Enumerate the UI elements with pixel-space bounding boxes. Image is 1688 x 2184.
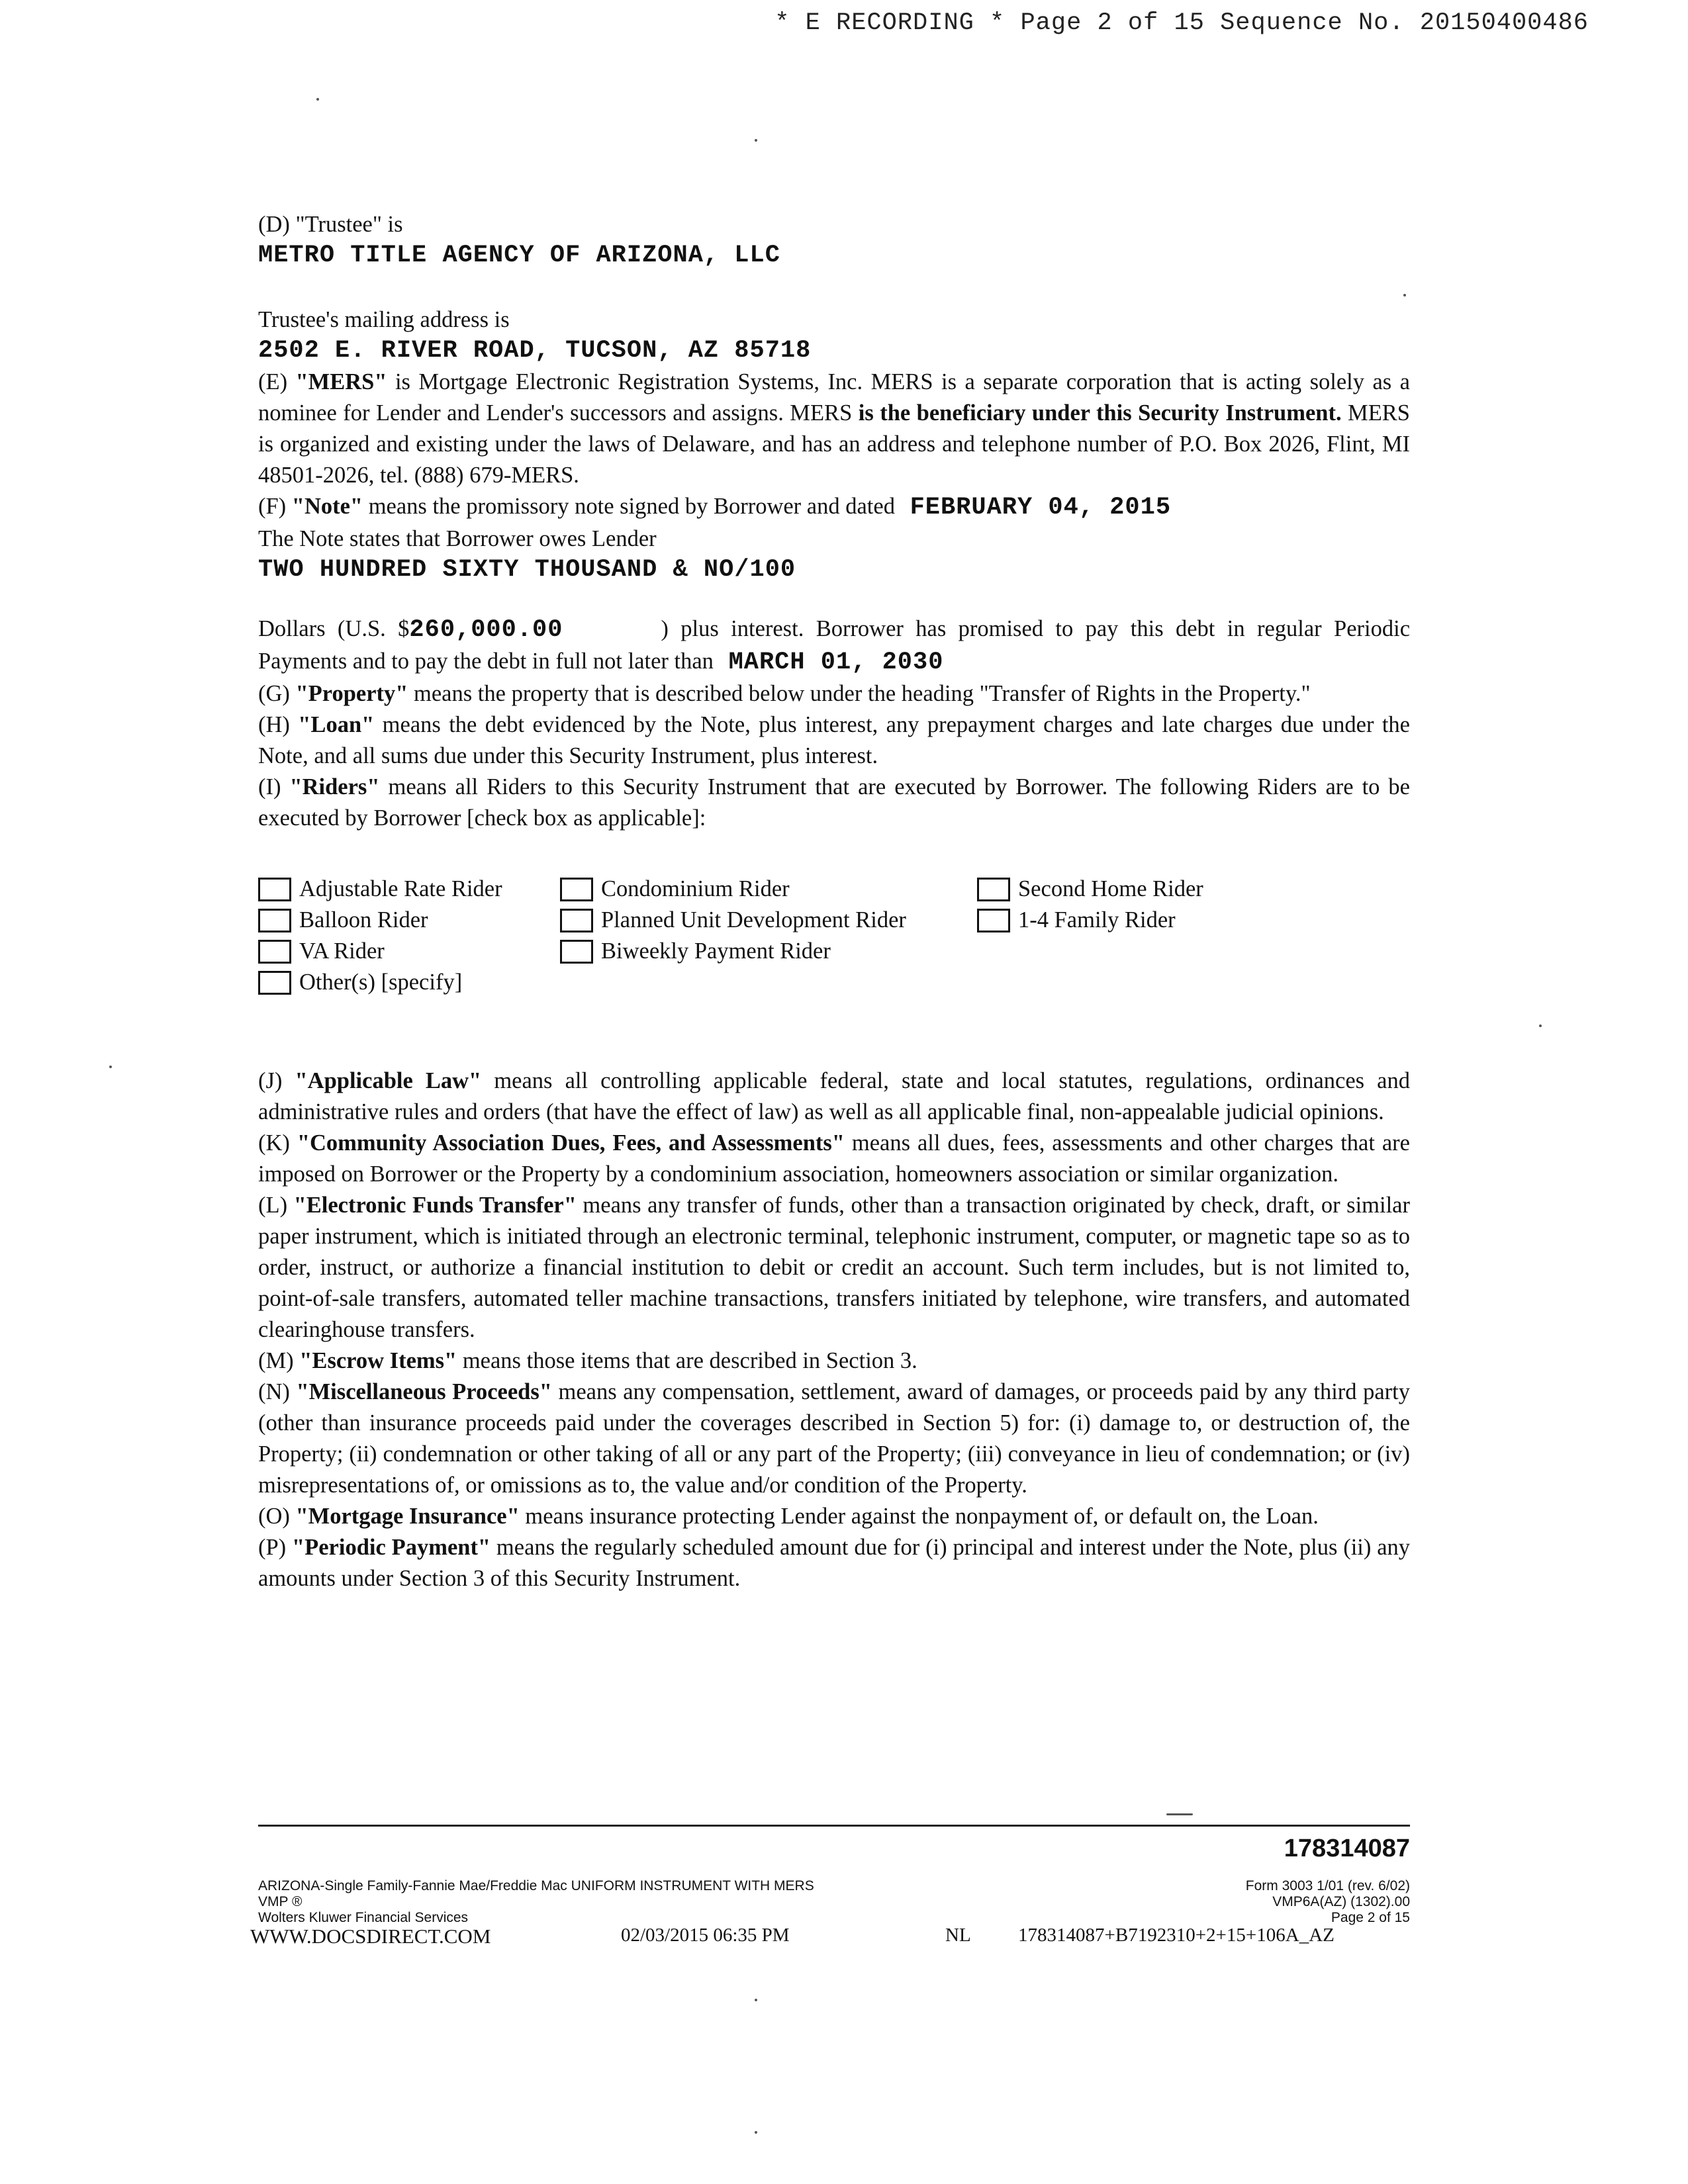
scan-speck [1166,1813,1193,1815]
definition-text: means any compensation, settlement, award of damages, or proceeds paid by any third party (other than insurance proceeds paid under the coverages described in Section 5) for: (i) damage to, or destruction of, the Property; (ii) condemnation or other taking of all or any part of the Property; (iii) conveyance in lieu of condemnation; or (iv) misrepresentations of, or omissions as to, the value and/or condition of the Property. [258,1379,1410,1498]
footer-form-code: VMP6A(AZ) (1302).00 [1272,1894,1410,1909]
rider-label: Adjustable Rate Rider [299,876,502,901]
definition-misc-proceeds [258,1377,1410,1501]
rider-item[interactable] [977,905,1176,936]
scan-speck [755,2131,757,2134]
definition-text: means all Riders to this Security Instrument that are executed by Borrower. The following Riders are to be executed by Borrower [check box as applicable]: [258,774,1410,831]
footer-page: Page 2 of 15 [1331,1910,1410,1925]
definition-letter: (I) [258,774,290,799]
rider-label: Balloon Rider [299,907,428,933]
note-amount-paragraph [258,614,1410,678]
trustee-address: 2502 E. RIVER ROAD, TUCSON, AZ 85718 [258,337,812,365]
definition-text: means all dues, fees, assessments and other charges that are imposed on Borrower or the Property by a condominium association, homeowners association or similar organization. [258,1130,1410,1187]
rider-checkbox[interactable] [258,971,291,995]
rider-checkbox[interactable] [258,909,291,933]
definition-letter: (K) [258,1130,297,1156]
scan-speck [109,1066,112,1068]
note-amount: 260,000.00 [409,616,563,644]
scan-speck [755,1999,757,2001]
definition-letter: (E) [258,369,296,394]
definition-letter: (F) [258,494,292,519]
definition-text: means the regularly scheduled amount due for (i) principal and interest under the Note, plus (ii) any amounts under Section 3 of this Security Instrument. [258,1535,1411,1591]
rider-item[interactable] [258,905,428,936]
definition-text: means those items that are described in Section 3. [457,1348,917,1373]
definition-letter: (P) [258,1535,293,1560]
note-owes-text: The Note states that Borrower owes Lender [258,526,657,551]
definition-text: means the debt evidenced by the Note, plus interest, any prepayment charges and late charges due under the Note, and all sums due under this Security Instrument, plus interest. [258,712,1410,768]
scan-speck [1403,294,1406,296]
definition-term: "Note" [291,494,363,519]
definition-mers [258,367,1410,491]
definition-term: "Community Association Dues, Fees, and Assessments" [297,1130,845,1156]
definition-text: means the promissory note signed by Borrower and dated [363,494,895,519]
definition-term: "Property" [295,681,408,706]
definition-text: MERS is organized and existing under the laws of Delaware, and has an address and telephone number of P.O. Box 2026, Flint, MI 48501-2026, tel. (888) 679-MERS. [258,400,1410,488]
definition-letter: (L) [258,1193,294,1218]
footer-publisher: Wolters Kluwer Financial Services [258,1910,469,1925]
definition-term: "Electronic Funds Transfer" [293,1193,577,1218]
definition-term: "Mortgage Insurance" [295,1504,520,1529]
rider-label: Planned Unit Development Rider [601,907,906,933]
rider-item[interactable] [258,967,462,998]
mers-beneficiary-text: is the beneficiary under this Security Instrument. [858,400,1342,426]
rider-checkbox[interactable] [258,940,291,964]
definition-term: "Miscellaneous Proceeds" [296,1379,552,1404]
rider-item[interactable] [258,936,385,967]
note-date: FEBRUARY 04, 2015 [910,494,1172,522]
trustee-label: (D) "Trustee" is [258,212,403,237]
definition-letter: (M) [258,1348,300,1373]
footer-form-meta [1246,1878,1410,1926]
footer-rule [258,1825,1410,1827]
scan-speck [316,98,319,101]
definition-applicable-law [258,1066,1410,1128]
rider-checkbox[interactable] [977,909,1010,933]
footer-website: WWW.DOCSDIRECT.COM [250,1925,491,1948]
definition-letter: (H) [258,712,299,737]
definition-property [258,678,1410,709]
scan-speck [755,139,757,142]
rider-label: Other(s) [specify] [299,970,463,995]
footer-doc-code: 178314087+B7192310+2+15+106A_AZ [1018,1925,1335,1946]
rider-item[interactable] [977,874,1203,905]
rider-checkbox[interactable] [560,909,593,933]
rider-item[interactable] [560,905,906,936]
rider-label: Biweekly Payment Rider [601,938,831,964]
dollars-prefix: Dollars (U.S. $ [258,616,410,641]
rider-checkbox[interactable] [258,878,291,901]
definition-letter: (N) [258,1379,297,1404]
definition-loan [258,709,1410,772]
main-definitions-bottom [258,1066,1410,1594]
note-amount-section [258,614,1410,834]
definition-term: "Applicable Law" [295,1068,482,1093]
definition-text: means insurance protecting Lender against the nonpayment of, or default on, the Loan. [519,1504,1319,1529]
definition-term: "Riders" [289,774,380,799]
rider-item[interactable] [560,936,831,967]
trustee-name: METRO TITLE AGENCY OF ARIZONA, LLC [258,242,780,269]
riders-checklist [258,874,1410,1006]
footer-form-number: Form 3003 1/01 (rev. 6/02) [1245,1878,1410,1893]
definition-letter: (O) [258,1504,296,1529]
rider-item[interactable] [560,874,790,905]
definition-electronic-funds [258,1190,1410,1345]
definition-riders [258,772,1410,834]
footer-form-title: ARIZONA-Single Family-Fannie Mae/Freddie Mac UNIFORM INSTRUMENT WITH MERS [258,1878,814,1893]
definition-term: "MERS" [295,369,387,394]
rider-checkbox[interactable] [560,878,593,901]
definition-community-association [258,1128,1410,1190]
trustee-address-label: Trustee's mailing address is [258,307,510,332]
definition-term: "Periodic Payment" [292,1535,491,1560]
rider-item[interactable] [258,874,502,905]
recording-header: * E RECORDING * Page 2 of 15 Sequence No. 20150400486 [774,9,1589,37]
definition-term: "Loan" [298,712,375,737]
definition-periodic-payment [258,1532,1410,1594]
definition-mortgage-insurance [258,1501,1410,1532]
rider-label: Second Home Rider [1018,876,1203,901]
rider-checkbox[interactable] [977,878,1010,901]
footer-loan-number: 178314087 [1284,1835,1410,1862]
scan-speck [1539,1024,1542,1027]
footer-initials: NL [945,1925,971,1946]
definition-term: "Escrow Items" [299,1348,457,1373]
rider-label: VA Rider [299,938,385,964]
note-amount-words: TWO HUNDRED SIXTY THOUSAND & NO/100 [258,556,796,584]
rider-label: 1-4 Family Rider [1018,907,1176,933]
definition-text: means all controlling applicable federal, state and local statutes, regulations, ordinances and administrative rules and orders (that have the effect of law) as well as all applicable final, non-appealable judicial opinions. [258,1068,1410,1124]
trustee-address-section [258,304,1410,367]
definition-letter: (J) [258,1068,295,1093]
footer-form-info [258,1878,814,1926]
rider-checkbox[interactable] [560,940,593,964]
footer-datetime: 02/03/2015 06:35 PM [621,1925,790,1946]
definition-text: means any transfer of funds, other than a transaction originated by check, draft, or similar paper instrument, which is initiated through an electronic terminal, telephonic instrument, computer, or magnetic tape so as to order, instruct, or authorize a financial institution to debit or credit an account. Such term includes, but is not limited to, point-of-sale transfers, automated teller machine transactions, transfers initiated by telephone, wire transfers, and automated clearinghouse transfers. [258,1193,1410,1342]
trustee-section [258,209,1410,271]
definition-note [258,491,1410,523]
definition-letter: (G) [258,681,296,706]
definition-text: means the property that is described below under the heading "Transfer of Rights in the Property." [408,681,1311,706]
footer-vmp: VMP ® [258,1894,303,1909]
rider-label: Condominium Rider [601,876,790,901]
note-amount-text: ) plus interest. Borrower has promised to pay this debt in regular Periodic Payments and to pay the debt in full not later than [258,616,1411,674]
main-definitions-top [258,367,1410,586]
definition-text: is Mortgage Electronic Registration Systems, Inc. MERS is a separate corporation that is acting solely as a nominee for Lender and Lender's successors and assigns. MERS [258,369,1410,426]
definition-escrow-items [258,1345,1410,1377]
note-maturity-date: MARCH 01, 2030 [728,649,944,676]
